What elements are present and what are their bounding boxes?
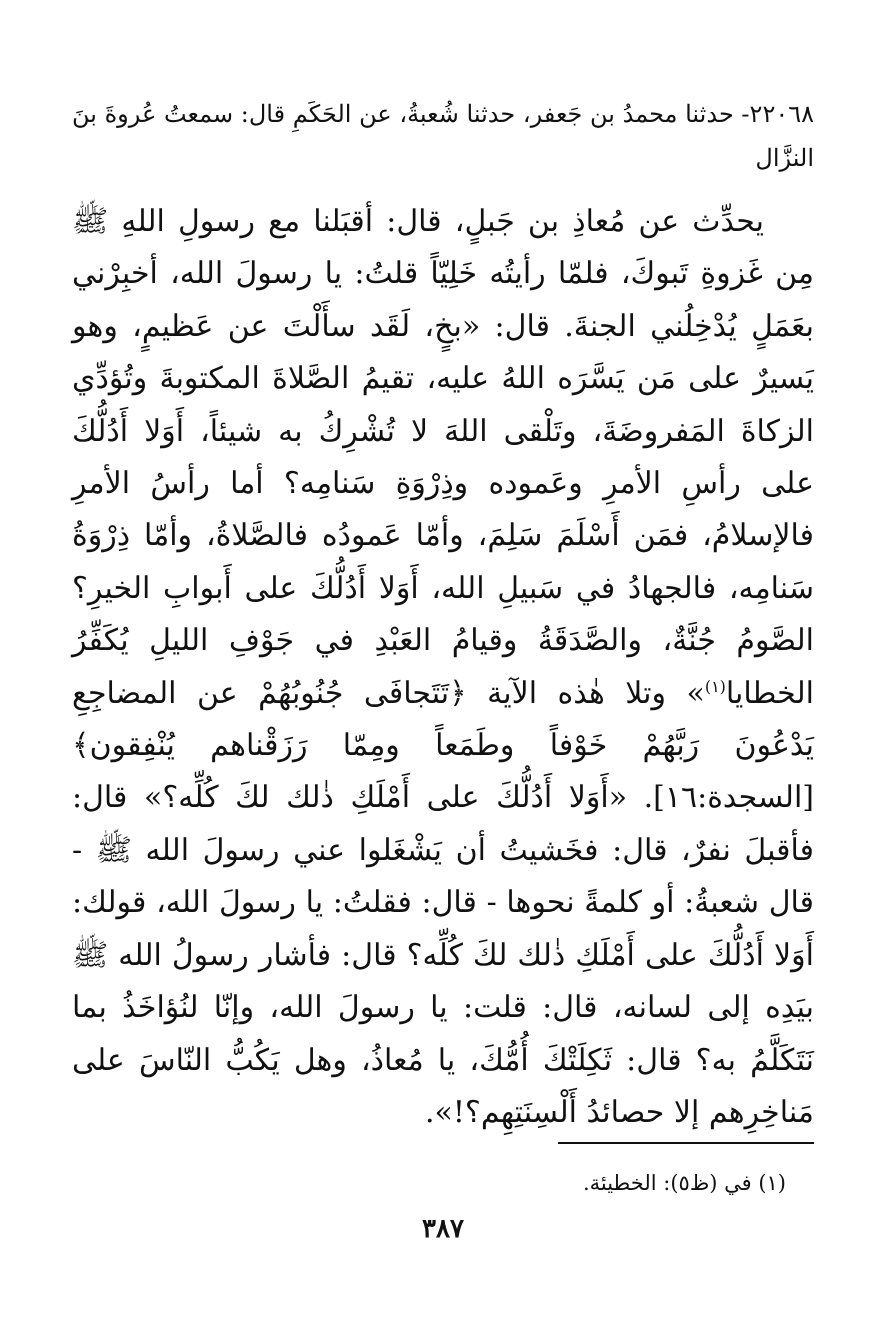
hadith-chain-of-narration [72, 92, 814, 180]
footnote-divider [558, 1142, 814, 1144]
hadith-main-text [72, 196, 814, 1139]
page-number: ٣٨٧ [422, 1214, 464, 1244]
isnad-text: ٢٢٠٦٨- حدثنا محمدُ بن جَعفر، حدثنا شُعبةُ، عن الحَكَمِ قال: سمعتُ عُروةَ بنَ النزَّال [72, 100, 814, 172]
matn-paragraph [72, 196, 814, 1139]
footnote-text: (١) في (ظ٥): الخطيئة. [582, 1171, 786, 1195]
footnote-reference-marker: (١) [704, 676, 726, 696]
footnote [86, 1168, 786, 1198]
matn-text-before-footnote: يحدِّث عن مُعاذِ بن جَبلٍ، قال: أقبَلنا مع رسولِ اللهِ ﷺ مِن غَزوةِ تَبوكَ، فلمّا رأيتُه خَلِيّاً قلتُ: يا رسولَ الله، أخبِرْني بعَمَلٍ يُدْخِلُني الجنةَ. قال: «بخٍ، لَقَد سأَلْتَ عن عَظيمٍ، وهو يَسيرٌ على مَن يَسَّرَه اللهُ عليه، تقيمُ الصَّلاةَ المكتوبةَ وتُؤدِّي الزكاةَ المَفروضَةَ، وتَلْقى اللهَ لا تُشْرِكُ به شيئاً، أَوَلا أَدُلُّكَ على رأسِ الأمرِ وعَموده وذِرْوَةِ سَنامِه؟ أما رأسُ الأمرِ فالإسلامُ، فمَن أَسْلَمَ سَلِمَ، وأمّا عَمودُه فالصَّلاةُ، وأمّا ذِرْوَةُ سَنامِه، فالجهادُ في سَبيلِ الله، أَوَلا أَدُلُّكَ على أَبوابِ الخيرِ؟ الصَّومُ جُنَّةٌ، والصَّدَقَةُ وقيامُ العَبْدِ في جَوْفِ الليلِ يُكَفِّرُ الخطايا [72, 204, 814, 711]
matn-text-after-footnote: » وتلا هٰذه الآية ﴿تَتَجافَى جُنُوبُهُمْ عن المضاجِعِ يَدْعُونَ رَبَّهُمْ خَوْفاً وطَمَعاً ومِمّا رَزَقْناهم يُنْفِقون﴾ [السجدة:١٦]. «أَوَلا أَدُلُّكَ على أَمْلَكِ ذٰلك لكَ كُلِّه؟» قال: فأقبلَ نفرٌ، قال: فخَشيتُ أن يَشْغَلوا عني رسولَ الله ﷺ - قال شعبةُ: أو كلمةً نحوها - قال: فقلتُ: يا رسولَ الله، قولك: أَوَلا أَدُلُّكَ على أَمْلَكِ ذٰلك لكَ كُلِّه؟ قال: فأشار رسولُ الله ﷺ بيَدِه إلى لسانه، قال: قلت: يا رسولَ الله، وإنّا لنُؤاخَذُ بما نَتَكَلَّمُ به؟ قال: ثَكِلَتْكَ أُمُّكَ، يا مُعاذُ، وهل يَكُبُّ النّاسَ على مَناخِرِهم إلا حصائدُ أَلْسِنَتِهِم؟!». [72, 675, 815, 1130]
